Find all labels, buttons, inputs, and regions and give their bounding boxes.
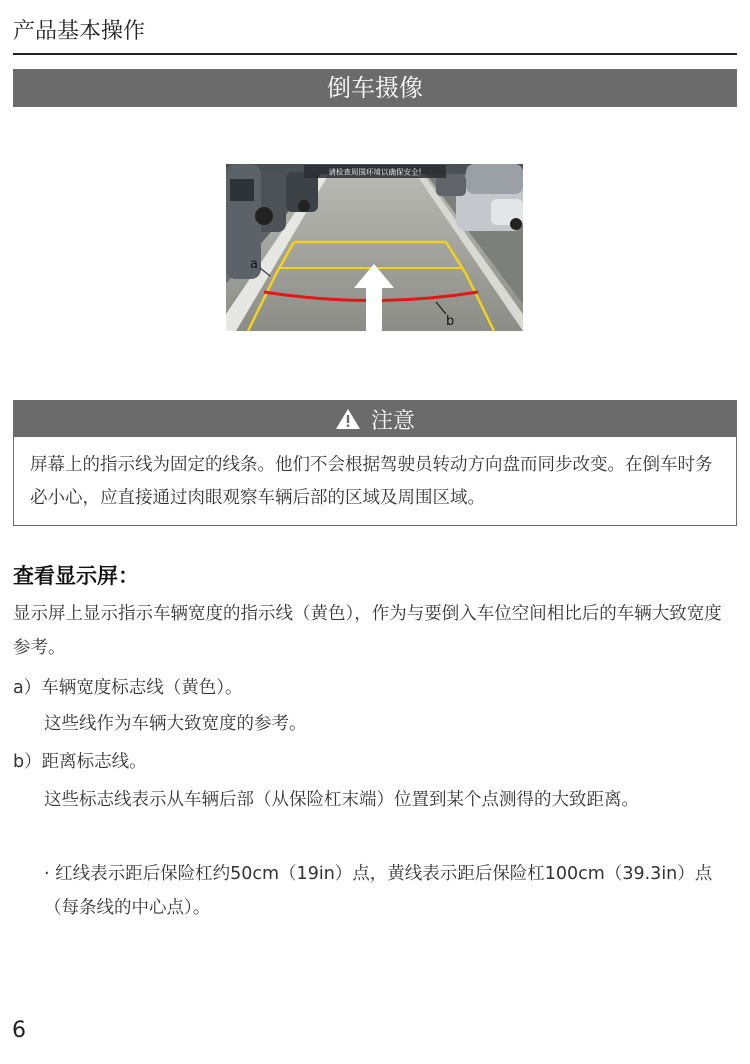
- item-b-bullet: · 红线表示距后保险杠约50cm（19in）点，黄线表示距后保险杠100cm（39.3in）点（每条线的中心点）。: [44, 864, 713, 918]
- camera-view: [226, 164, 523, 331]
- notice-header: [14, 401, 736, 437]
- marker-a-label: a: [250, 257, 258, 272]
- notice-body: 屏幕上的指示线为固定的线条。他们不会根据驾驶员转动方向盘而同步改变。在倒车时务必小心，应直接通过肉眼观察车辆后部的区域及周围区域。: [30, 455, 713, 508]
- header-rule: [13, 53, 737, 55]
- page-number: 6: [12, 1018, 26, 1043]
- intro-paragraph: 显示屏上显示指示车辆宽度的指示线（黄色），作为与要倒入车位空间相比后的车辆大致宽度参考。: [13, 604, 722, 658]
- header-title: 产品基本操作: [13, 19, 146, 44]
- marker-b-label: b: [446, 314, 455, 329]
- item-a-desc: 这些线作为车辆大致宽度的参考。: [44, 714, 307, 734]
- item-b-desc: 这些标志线表示从车辆后部（从保险杠末端）位置到某个点测得的大致距离。: [44, 790, 639, 810]
- view-heading: 查看显示屏：: [13, 564, 139, 588]
- warning-triangle-icon: [335, 408, 361, 430]
- item-b-title: b）距离标志线。: [13, 752, 147, 772]
- section-banner: 倒车摄像: [13, 69, 737, 107]
- camera-notice: 请检查周围环境以确保安全!: [328, 167, 422, 177]
- notice-title: 注意: [370, 408, 415, 434]
- notice-box: [13, 400, 737, 526]
- item-a-title: a）车辆宽度标志线（黄色）。: [13, 678, 243, 698]
